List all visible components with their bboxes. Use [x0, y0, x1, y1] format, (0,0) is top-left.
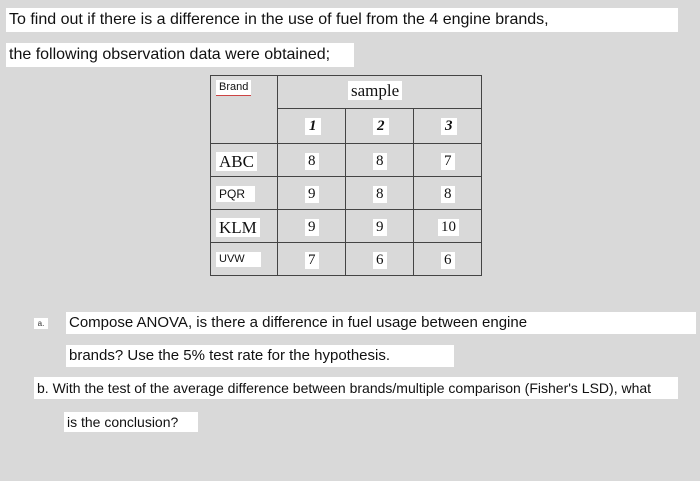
value-cell: 8	[373, 186, 387, 203]
value-cell: 8	[441, 186, 455, 203]
table-row	[211, 144, 482, 177]
sample-number-1: 1	[305, 118, 321, 135]
question-b-line-1: b. With the test of the average difference between brands/multiple comparison (Fisher's LSD), what	[34, 377, 678, 399]
sample-header-cell	[278, 76, 482, 109]
table-row	[211, 177, 482, 210]
question-b-line-2: is the conclusion?	[64, 412, 198, 432]
value-cell: 8	[305, 153, 319, 170]
sample-number-cell	[346, 109, 414, 144]
value-cell: 7	[305, 252, 319, 269]
brand-label: UVW	[216, 252, 261, 267]
question-a-marker: a.	[34, 318, 48, 329]
sample-number-cell	[278, 109, 346, 144]
brand-label: ABC	[216, 152, 257, 171]
table-row	[211, 210, 482, 243]
intro-line-1: To find out if there is a difference in the use of fuel from the 4 engine brands,	[6, 8, 678, 32]
value-cell: 9	[305, 186, 319, 203]
value-cell: 6	[441, 252, 455, 269]
value-cell: 7	[441, 153, 455, 170]
question-a-line-2: brands? Use the 5% test rate for the hypothesis.	[66, 345, 454, 367]
intro-line-2: the following observation data were obtained;	[6, 43, 354, 67]
sample-number-3: 3	[441, 118, 457, 135]
value-cell: 9	[305, 219, 319, 236]
table-row	[211, 243, 482, 276]
brand-header: Brand	[216, 80, 251, 96]
value-cell: 10	[438, 219, 459, 236]
sample-number-cell	[414, 109, 482, 144]
sample-number-2: 2	[373, 118, 389, 135]
sample-header: sample	[348, 81, 402, 100]
question-a-line-1: Compose ANOVA, is there a difference in fuel usage between engine	[66, 312, 696, 334]
brand-header-cell	[211, 76, 278, 144]
brand-label: KLM	[216, 218, 260, 237]
brand-label: PQR	[216, 186, 255, 202]
value-cell: 8	[373, 153, 387, 170]
value-cell: 9	[373, 219, 387, 236]
observation-table	[210, 75, 482, 276]
value-cell: 6	[373, 252, 387, 269]
